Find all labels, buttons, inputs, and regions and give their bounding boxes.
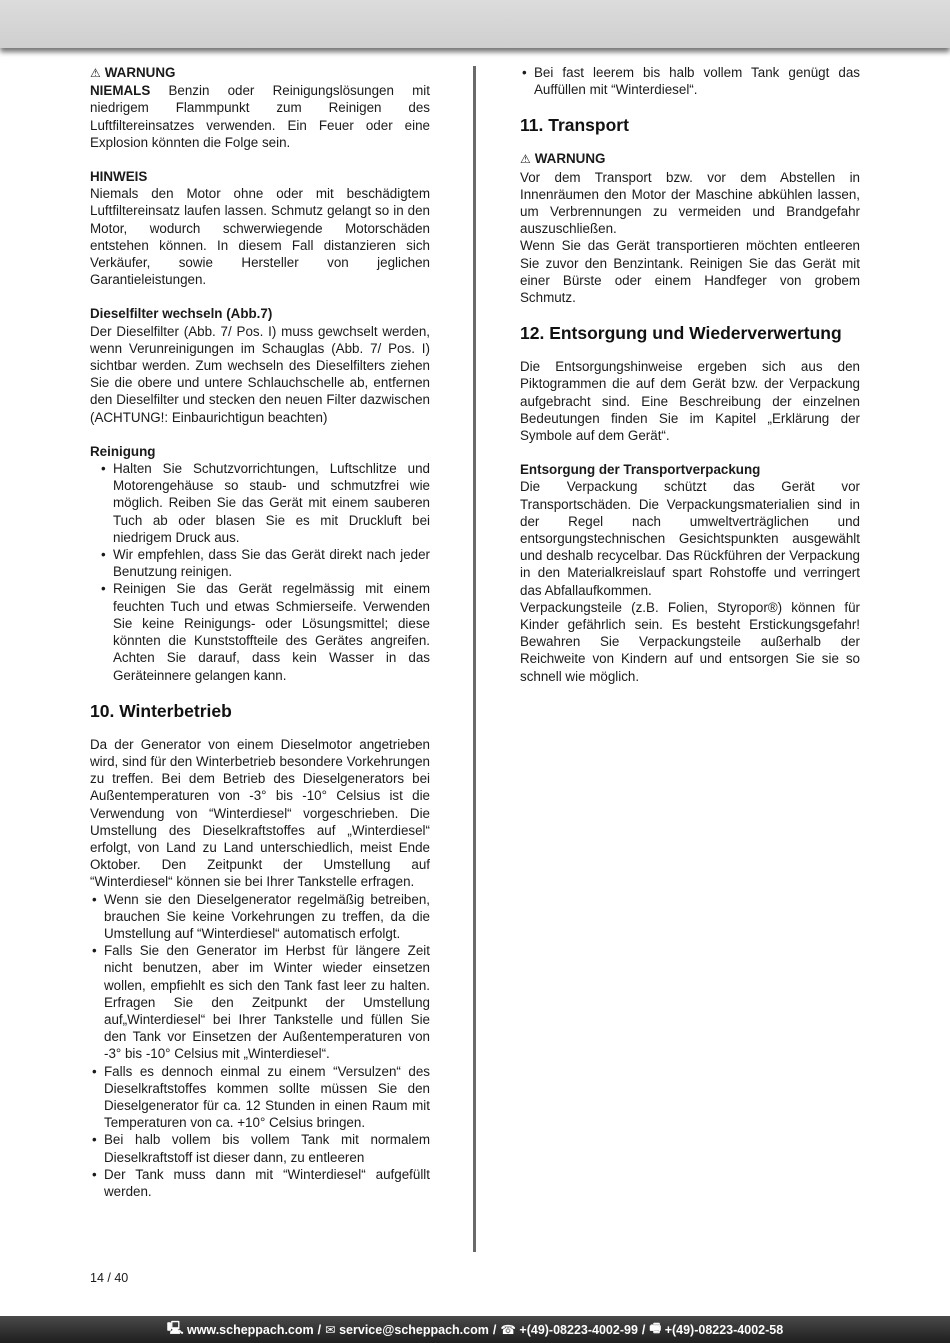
- page-number: 14 / 40: [90, 1271, 129, 1285]
- winter-list: [90, 891, 430, 1201]
- warning-icon: ⚠: [90, 66, 101, 80]
- hint-paragraph: Niemals den Motor ohne oder mit beschädigtem Luftfiltereinsatz laufen lassen. Schmutz gelangt so in den Motor, wodurch schwerwiegende Motorschäden entstehen können. In diesem Fall distanzieren sich Verkäufer, sowie Hersteller von jeglichen Garantieleistungen.: [90, 186, 430, 288]
- top-header-bar: [0, 0, 950, 48]
- list-item: • Falls Sie den Generator im Herbst für längere Zeit nicht benutzen, aber im Winter wieder einsetzen wollen, empfiehlt es sich den Tank fast leer zu halten. Erfragen Sie den Zeitpunkt der Umstellung auf„Winterdiesel“ bei Ihrer Tankstelle und füllen Sie den Tank vor Einsetzen der Außentemperaturen von -3° bis -10° Celsius mit „Winterdiesel“.: [90, 942, 430, 1062]
- email-link[interactable]: service@scheppach.com: [339, 1322, 489, 1337]
- warning-heading: ⚠ WARNUNG: [90, 65, 176, 80]
- phone-icon: ☎: [500, 1323, 516, 1337]
- list-item: • Der Tank muss dann mit “Winterdiesel“ aufgefüllt werden.: [90, 1166, 430, 1200]
- disposal-section-heading: 12. Entsorgung und Wiederverwertung: [520, 323, 842, 344]
- cleaning-list: [90, 460, 430, 684]
- packaging-heading: Entsorgung der Transportverpackung: [520, 462, 761, 478]
- winter-section-heading: 10. Winterbetrieb: [90, 700, 232, 721]
- footer-bar: 🖳 www.scheppach.com / ✉ service@scheppach.com / ☎ +(49)-08223-4002-99 / 🖷 +(49)-08223-4002-58: [0, 1316, 950, 1343]
- transport-paragraph-1: Vor dem Transport bzw. vor dem Abstellen in Innenräumen den Motor der Maschine abkühlen lassen, um Verbrennungen zu vermeiden und Brandgefahr auszuschließen.: [520, 169, 860, 237]
- dieselfilter-paragraph: Der Dieselfilter (Abb. 7/ Pos. I) muss gewchselt werden, wenn Verunreinigungen im Schauglas (Abb. 7/ Pos. I) sichtbar werden. Zum wechseln des Dieselfilters ziehen Sie die obere und untere Schlauchschelle ab, entfernen den Dieselfilter und stecken den neuen Filter dazwischen (ACHTUNG!: Einbaurichtigun beachten): [90, 323, 430, 425]
- list-item: • Wir empfehlen, dass Sie das Gerät direkt nach jeder Benutzung reinigen.: [99, 546, 430, 580]
- disposal-paragraph: Die Entsorgungshinweise ergeben sich aus den Piktogrammen die auf dem Gerät bzw. der Verpackung aufgebracht sind. Eine Beschreibung der einzelnen Bedeutungen finden Sie im Kapitel „Erklärung der Symbole auf dem Gerät“.: [520, 359, 860, 444]
- cleaning-heading: Reinigung: [90, 443, 156, 459]
- list-item: • Wenn sie den Dieselgenerator regelmäßig betreiben, brauchen Sie keine Vorkehrungen zu treffen, da die Umstellung auf “Winterdiesel“ automatisch erfolgt.: [90, 891, 430, 943]
- packaging-paragraph-2: Verpackungsteile (z.B. Folien, Styropor®) können für Kinder gefährlich sein. Es besteht Erstickungsgefahr! Bewahren Sie Verpackungsteile außerhalb der Reichweite von Kindern auf und entsorgen Sie sie so schnell wie möglich.: [520, 599, 860, 684]
- hint-heading: HINWEIS: [90, 169, 148, 185]
- list-item: • Bei fast leerem bis halb vollem Tank genügt das Auffüllen mit “Winterdiesel“.: [520, 64, 860, 98]
- right-column: [520, 64, 860, 685]
- list-item: • Halten Sie Schutzvorrichtungen, Luftschlitze und Motorengehäuse so staub- und schmutzfrei wie möglich. Reiben Sie das Gerät mit einem sauberen Tuch ab oder blasen Sie es mit Druckluft bei niedrigem Druck aus.: [99, 460, 430, 546]
- website-link[interactable]: www.scheppach.com: [186, 1322, 314, 1337]
- column-divider: [473, 66, 476, 1252]
- phone-number: +(49)-08223-4002-99: [519, 1322, 638, 1337]
- warning-icon: ⚠: [520, 152, 531, 167]
- fax-number: +(49)-08223-4002-58: [664, 1322, 784, 1337]
- list-item: • Falls es dennoch einmal zu einem “Versulzen“ des Dieselkraftstoffes kommen sollte müssen Sie den Dieselgenerator für ca. 12 Stunden in einen Raum mit Temperaturen von ca. +10° Celsius bringen.: [90, 1063, 430, 1132]
- computer-icon: 🖳: [166, 1321, 184, 1335]
- list-item: • Bei halb vollem bis vollem Tank mit normalem Dieselkraftstoff ist dieser dann, zu entleeren: [90, 1131, 430, 1165]
- packaging-paragraph-1: Die Verpackung schützt das Gerät vor Transportschäden. Die Verpackungsmaterialien sind in der Regel nach umweltverträglichen und entsorgungstechnischen Gesichtspunkten ausgewählt und deshalb recycelbar. Das Rückführen der Verpackung in den Materialkreislauf spart Rohstoffe und verringert das Abfallaufkommen.: [520, 479, 860, 598]
- dieselfilter-heading: Dieselfilter wechseln (Abb.7): [90, 306, 273, 322]
- winter-paragraph: Da der Generator von einem Dieselmotor angetrieben wird, sind für den Winterbetrieb besondere Vorkehrungen zu treffen. Bei dem Betrieb des Dieselgenerators bei Außentemperaturen von -3° bis -10° Celsius ist die Verwendung von “Winterdiesel“ vorgeschrieben. Die Umstellung des Dieselkraftstoffes auf „Winterdiesel“ erfolgt, von Land zu Land unterschiedlich, meist Ende Oktober. Den Zeitpunkt der Umstellung auf “Winterdiesel“ können sie bei Ihrer Tankstelle erfragen.: [90, 736, 430, 890]
- list-item: • Reinigen Sie das Gerät regelmässig mit einem feuchten Tuch und etwas Schmierseife. Verwenden Sie keine Reinigungs- oder Lösungsmittel; diese könnten die Kunststoffteile des Gerätes angreifen. Achten Sie darauf, dass kein Wasser in das Geräteinnere gelangen kann.: [99, 580, 430, 683]
- transport-warning-heading: ⚠ WARNUNG: [520, 151, 606, 167]
- transport-paragraph-2: Wenn Sie das Gerät transportieren möchten entleeren Sie zuvor den Benzintank. Reinigen Sie das Gerät mit einer Bürste oder einem Handfeger von grobem Schmutz.: [520, 238, 860, 306]
- mail-icon: ✉: [325, 1323, 336, 1337]
- fax-icon: 🖷: [649, 1321, 662, 1335]
- transport-section-heading: 11. Transport: [520, 115, 629, 136]
- left-column: [90, 64, 430, 1200]
- winter-list-continued: [520, 64, 860, 98]
- warning-paragraph: NIEMALS Benzin oder Reinigungslösungen mit niedrigem Flammpunkt zum Reinigen des Luftfiltereinsatzes verwenden. Ein Feuer oder eine Explosion könnten die Folge sein.: [90, 83, 430, 150]
